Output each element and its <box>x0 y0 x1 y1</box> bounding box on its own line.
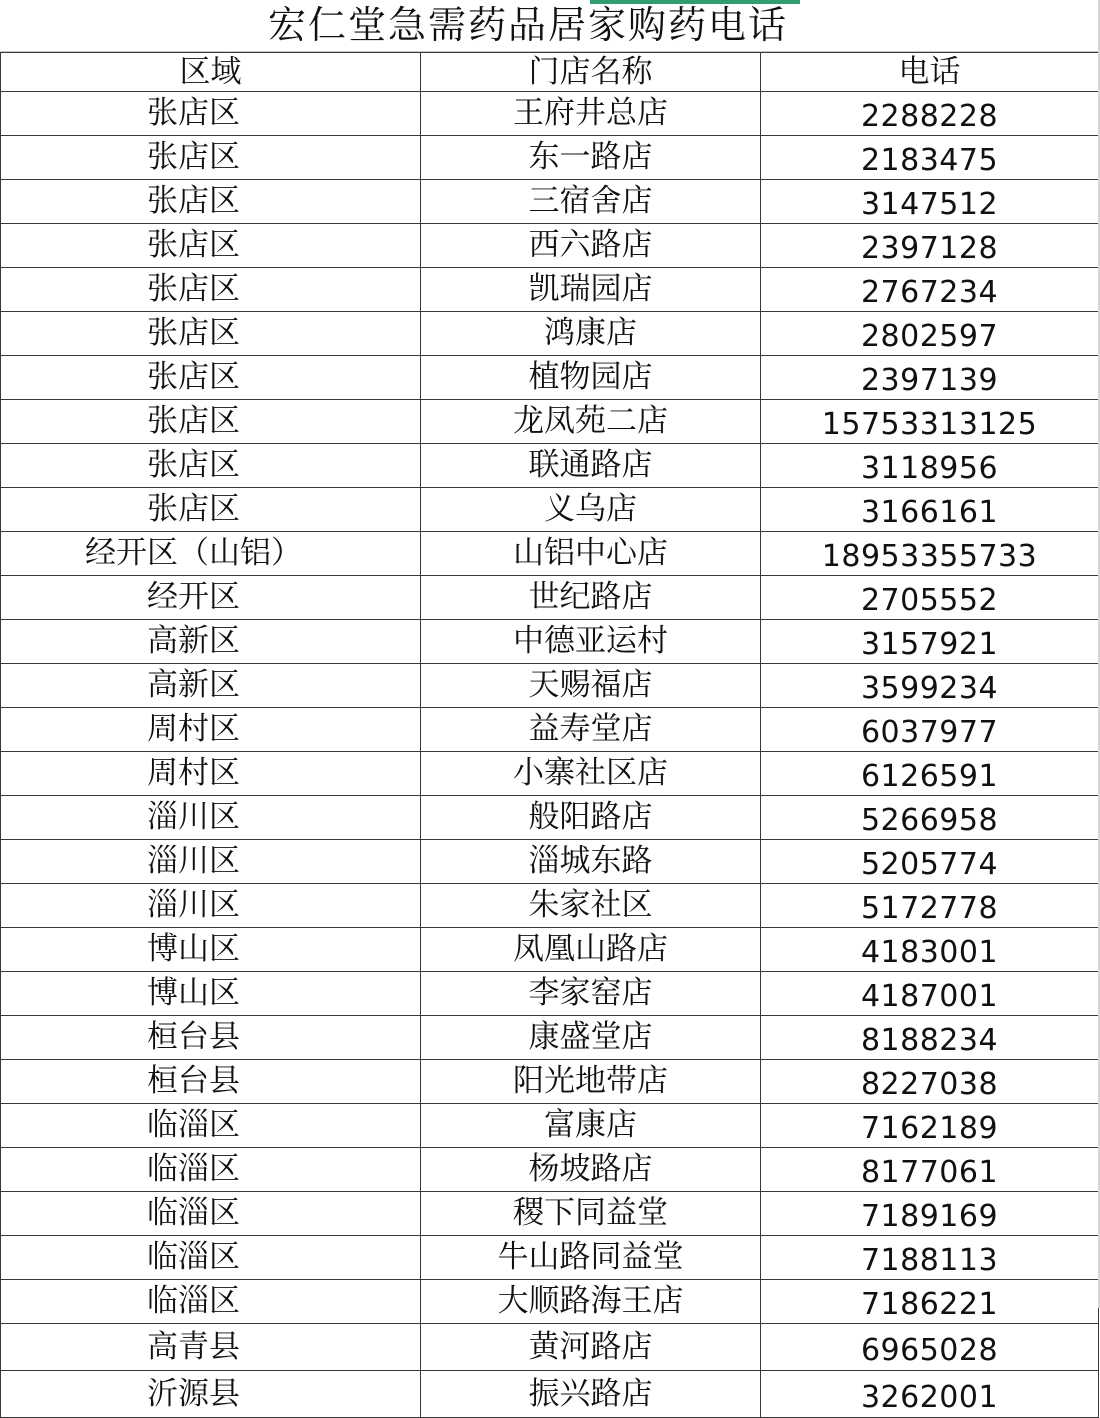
phone-cell: 5266958 <box>761 796 1099 840</box>
phone-cell: 3118956 <box>761 444 1099 488</box>
table-row <box>1 532 1099 576</box>
store-name-cell: 凤凰山路店 <box>421 928 761 972</box>
area-cell: 张店区 <box>1 92 421 136</box>
phone-cell: 2767234 <box>761 268 1099 312</box>
table-row <box>1 1016 1099 1060</box>
store-name-cell: 小寨社区店 <box>421 752 761 796</box>
area-cell: 临淄区 <box>1 1192 421 1236</box>
area-cell: 张店区 <box>1 356 421 400</box>
area-cell: 高新区 <box>1 620 421 664</box>
area-cell: 经开区（山铝） <box>1 532 421 576</box>
store-name-cell: 朱家社区 <box>421 884 761 928</box>
table-row <box>1 576 1099 620</box>
table-row <box>1 708 1099 752</box>
store-name-cell: 阳光地带店 <box>421 1060 761 1104</box>
area-cell: 张店区 <box>1 444 421 488</box>
store-name-cell: 淄城东路 <box>421 840 761 884</box>
phone-cell: 2802597 <box>761 312 1099 356</box>
area-cell: 淄川区 <box>1 796 421 840</box>
store-name-cell: 振兴路店 <box>421 1371 761 1418</box>
column-header-area: 区域 <box>1 53 421 92</box>
phone-cell: 6126591 <box>761 752 1099 796</box>
phone-cell: 2397128 <box>761 224 1099 268</box>
store-name-cell: 西六路店 <box>421 224 761 268</box>
store-name-cell: 黄河路店 <box>421 1324 761 1371</box>
phone-cell: 7189169 <box>761 1192 1099 1236</box>
phone-cell: 3262001 <box>761 1371 1099 1418</box>
table-row <box>1 312 1099 356</box>
table-row <box>1 840 1099 884</box>
table-row <box>1 1060 1099 1104</box>
area-cell: 沂源县 <box>1 1371 421 1418</box>
phone-cell: 2705552 <box>761 576 1099 620</box>
table-row <box>1 1104 1099 1148</box>
store-name-cell: 凯瑞园店 <box>421 268 761 312</box>
area-cell: 周村区 <box>1 708 421 752</box>
table-row <box>1 664 1099 708</box>
area-cell: 临淄区 <box>1 1148 421 1192</box>
phone-cell: 6037977 <box>761 708 1099 752</box>
phone-cell: 7162189 <box>761 1104 1099 1148</box>
table-row <box>1 620 1099 664</box>
area-cell: 经开区 <box>1 576 421 620</box>
store-name-cell: 中德亚运村 <box>421 620 761 664</box>
area-cell: 博山区 <box>1 928 421 972</box>
table-row <box>1 884 1099 928</box>
column-header-phone: 电话 <box>761 53 1099 92</box>
store-name-cell: 龙凤苑二店 <box>421 400 761 444</box>
table-row <box>1 400 1099 444</box>
area-cell: 桓台县 <box>1 1060 421 1104</box>
table-row <box>1 752 1099 796</box>
area-cell: 张店区 <box>1 136 421 180</box>
table-row <box>1 488 1099 532</box>
table-row <box>1 972 1099 1016</box>
phone-cell: 6965028 <box>761 1324 1099 1371</box>
phone-cell: 2183475 <box>761 136 1099 180</box>
store-name-cell: 鸿康店 <box>421 312 761 356</box>
table-row <box>1 136 1099 180</box>
title-row <box>0 0 1100 52</box>
phone-cell: 2288228 <box>761 92 1099 136</box>
area-cell: 博山区 <box>1 972 421 1016</box>
store-name-cell: 山铝中心店 <box>421 532 761 576</box>
table-row <box>1 356 1099 400</box>
store-name-cell: 李家窑店 <box>421 972 761 1016</box>
phone-cell: 8188234 <box>761 1016 1099 1060</box>
column-header-store: 门店名称 <box>421 53 761 92</box>
phone-cell: 4183001 <box>761 928 1099 972</box>
area-cell: 临淄区 <box>1 1236 421 1280</box>
area-cell: 张店区 <box>1 312 421 356</box>
area-cell: 张店区 <box>1 224 421 268</box>
area-cell: 临淄区 <box>1 1280 421 1324</box>
phone-cell: 4187001 <box>761 972 1099 1016</box>
header-row <box>1 53 1099 92</box>
table-body <box>1 92 1099 1418</box>
phone-cell: 8227038 <box>761 1060 1099 1104</box>
table-row <box>1 1192 1099 1236</box>
table-row <box>1 1371 1099 1418</box>
table-row <box>1 1280 1099 1324</box>
phone-cell: 7188113 <box>761 1236 1099 1280</box>
phone-cell: 3166161 <box>761 488 1099 532</box>
table-row <box>1 268 1099 312</box>
area-cell: 淄川区 <box>1 884 421 928</box>
area-cell: 高新区 <box>1 664 421 708</box>
store-name-cell: 牛山路同益堂 <box>421 1236 761 1280</box>
phone-cell: 3157921 <box>761 620 1099 664</box>
phone-cell: 3599234 <box>761 664 1099 708</box>
store-name-cell: 富康店 <box>421 1104 761 1148</box>
area-cell: 桓台县 <box>1 1016 421 1060</box>
phone-cell: 3147512 <box>761 180 1099 224</box>
store-name-cell: 杨坡路店 <box>421 1148 761 1192</box>
table-row <box>1 444 1099 488</box>
table-row <box>1 1148 1099 1192</box>
area-cell: 淄川区 <box>1 840 421 884</box>
table-row <box>1 1236 1099 1280</box>
table-row <box>1 796 1099 840</box>
phone-cell: 15753313125 <box>761 400 1099 444</box>
area-cell: 张店区 <box>1 488 421 532</box>
table-row <box>1 224 1099 268</box>
phone-cell: 2397139 <box>761 356 1099 400</box>
page-title: 宏仁堂急需药品居家购药电话 <box>267 3 788 47</box>
store-name-cell: 三宿舍店 <box>421 180 761 224</box>
area-cell: 周村区 <box>1 752 421 796</box>
table-row <box>1 928 1099 972</box>
phone-cell: 7186221 <box>761 1280 1099 1324</box>
store-phone-table <box>0 52 1099 1418</box>
table-row <box>1 180 1099 224</box>
store-name-cell: 联通路店 <box>421 444 761 488</box>
table-row <box>1 1324 1099 1371</box>
store-name-cell: 世纪路店 <box>421 576 761 620</box>
phone-cell: 5172778 <box>761 884 1099 928</box>
store-name-cell: 王府井总店 <box>421 92 761 136</box>
area-cell: 临淄区 <box>1 1104 421 1148</box>
area-cell: 高青县 <box>1 1324 421 1371</box>
table-row <box>1 92 1099 136</box>
store-name-cell: 植物园店 <box>421 356 761 400</box>
area-cell: 张店区 <box>1 400 421 444</box>
store-name-cell: 稷下同益堂 <box>421 1192 761 1236</box>
store-name-cell: 义乌店 <box>421 488 761 532</box>
phone-cell: 18953355733 <box>761 532 1099 576</box>
store-name-cell: 般阳路店 <box>421 796 761 840</box>
store-name-cell: 大顺路海王店 <box>421 1280 761 1324</box>
store-name-cell: 康盛堂店 <box>421 1016 761 1060</box>
phone-cell: 5205774 <box>761 840 1099 884</box>
phone-cell: 8177061 <box>761 1148 1099 1192</box>
area-cell: 张店区 <box>1 180 421 224</box>
store-name-cell: 益寿堂店 <box>421 708 761 752</box>
store-name-cell: 东一路店 <box>421 136 761 180</box>
store-name-cell: 天赐福店 <box>421 664 761 708</box>
area-cell: 张店区 <box>1 268 421 312</box>
